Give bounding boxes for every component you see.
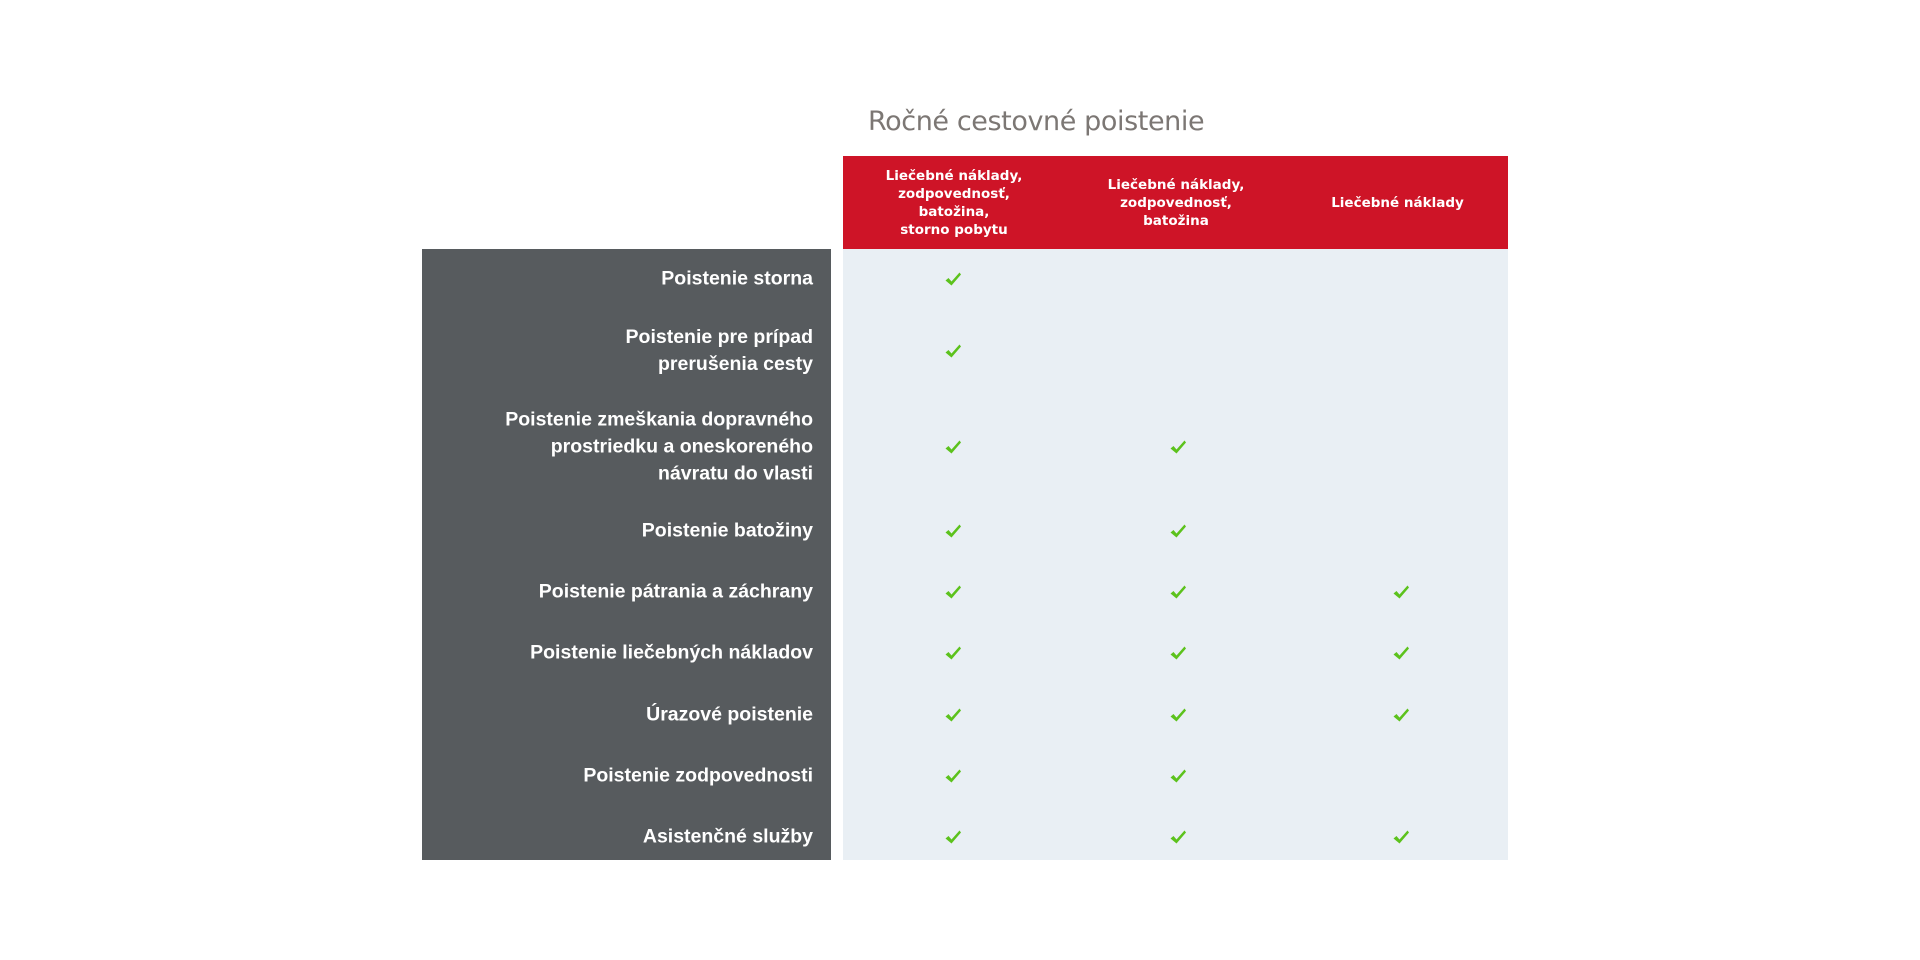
row-label: Poistenie storna	[661, 267, 813, 290]
check-icon	[943, 766, 963, 786]
check-icon	[943, 341, 963, 361]
row-labels-column	[422, 249, 831, 860]
check-icon	[943, 705, 963, 725]
check-icon	[1168, 437, 1188, 457]
row-label: Poistenie liečebných nákladov	[530, 641, 813, 664]
row-label: Poistenie pátrania a záchrany	[538, 580, 813, 603]
check-icon	[1168, 521, 1188, 541]
row-label: Poistenie batožiny	[641, 519, 813, 542]
column-header: Liečebné náklady, zodpovednosť, batožina	[1107, 176, 1245, 229]
row-label: Úrazové poistenie	[646, 703, 813, 726]
check-icon	[1168, 766, 1188, 786]
check-icon	[1391, 582, 1411, 602]
row-label: Poistenie pre prípad prerušenia cesty	[625, 326, 813, 375]
check-icon	[1168, 827, 1188, 847]
row-label: Asistenčné služby	[642, 825, 813, 848]
check-icon	[1168, 582, 1188, 602]
check-icon	[943, 437, 963, 457]
page-title: Ročné cestovné poistenie	[868, 106, 1205, 137]
row-label: Poistenie zmeškania dopravného prostriedku a oneskoreného návratu do vlasti	[505, 408, 813, 485]
check-icon	[943, 827, 963, 847]
check-icon	[1168, 643, 1188, 663]
check-icon	[943, 582, 963, 602]
values-area	[843, 249, 1508, 860]
column-header: Liečebné náklady, zodpovednosť, batožina, storno pobytu	[885, 167, 1023, 238]
check-icon	[943, 521, 963, 541]
check-icon	[1391, 827, 1411, 847]
check-icon	[1168, 705, 1188, 725]
check-icon	[1391, 705, 1411, 725]
check-icon	[1391, 643, 1411, 663]
check-icon	[943, 269, 963, 289]
check-icon	[943, 643, 963, 663]
row-label: Poistenie zodpovednosti	[583, 764, 813, 787]
column-header: Liečebné náklady	[1331, 194, 1464, 211]
table-header	[843, 156, 1508, 249]
